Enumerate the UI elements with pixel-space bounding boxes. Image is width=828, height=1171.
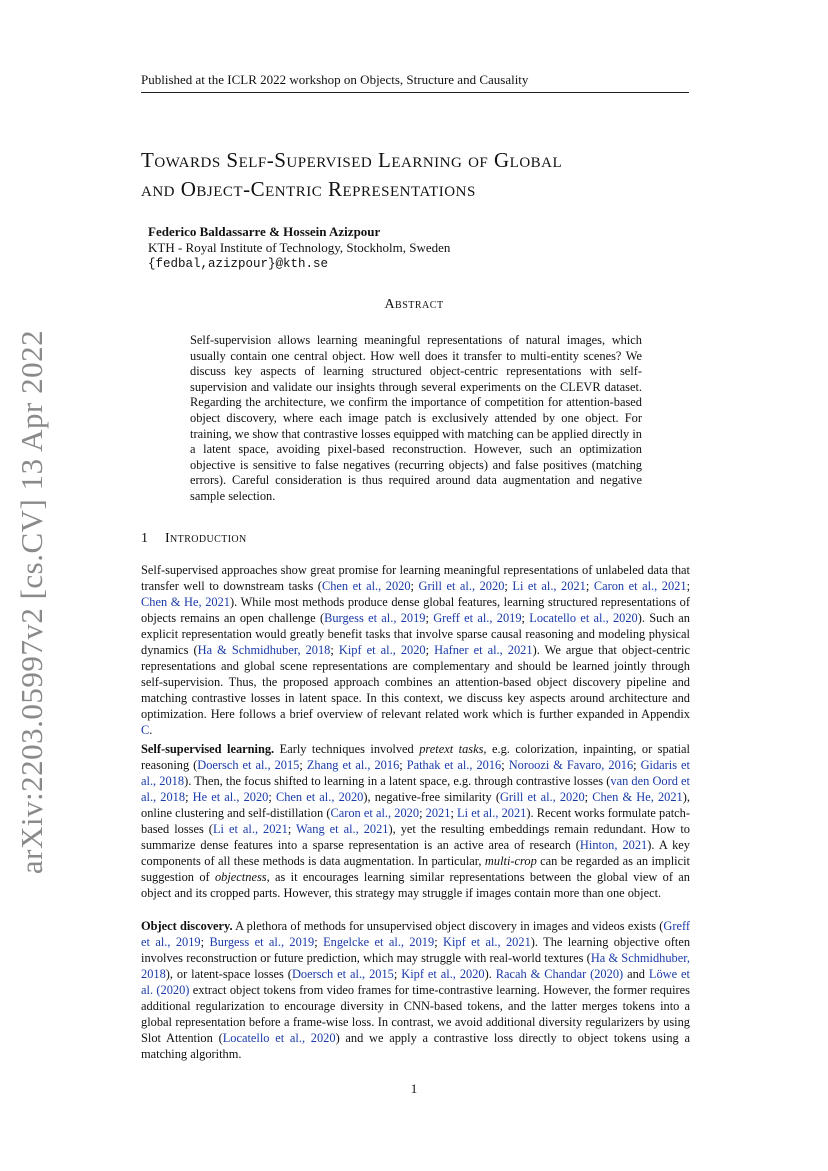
text-span: ; (287, 822, 297, 836)
text-span: ; (633, 758, 641, 772)
text-span: A plethora of methods for unsupervised object discovery in images and videos exists ( (232, 919, 664, 933)
citation-link[interactable]: Doersch et al., 2015 (197, 758, 300, 772)
citation-link[interactable]: 2021 (425, 806, 451, 820)
citation-link[interactable]: Li et al., 2021 (212, 822, 288, 836)
paper-title (141, 146, 701, 204)
emphasis-text: pretext tasks (419, 742, 484, 756)
citation-link[interactable]: Burgess et al., 2019 (324, 611, 426, 625)
text-span: ; (393, 967, 402, 981)
text-span: ). Such an explicit representation would greatly benefit tasks that involve sparse causal reasoning and modeling physical dynamics ( (141, 611, 691, 657)
citation-link[interactable]: Ha & Schmidhuber, 2018 (141, 951, 690, 981)
citation-link[interactable]: Chen & He, 2021 (141, 595, 230, 609)
title-line-1: Towards Self-Supervised Learning of Global (141, 148, 563, 172)
citation-link[interactable]: Doersch et al., 2015 (291, 967, 394, 981)
conference-header: Published at the ICLR 2022 workshop on Objects, Structure and Causality (141, 72, 689, 93)
text-span: ; (504, 579, 513, 593)
text-span: and (623, 967, 649, 981)
text-span: ; (410, 579, 419, 593)
author-email[interactable]: {fedbal,azizpour}@kth.se (148, 257, 329, 271)
citation-link[interactable]: Li et al., 2021 (512, 579, 586, 593)
citation-link[interactable]: Greff et al., 2019 (141, 919, 690, 949)
author-block (148, 224, 450, 272)
citation-link[interactable]: Löwe et al. (2020) (141, 967, 690, 997)
citation-link[interactable]: Engelcke et al., 2019 (323, 935, 435, 949)
text-span: ; (434, 935, 444, 949)
citation-link[interactable]: He et al., 2020 (192, 790, 269, 804)
title-line-2: and Object-Centric Representations (141, 177, 476, 201)
citation-link[interactable]: Locatello et al., 2020 (222, 1031, 336, 1045)
text-span: ), online clustering and self-distillation ( (141, 790, 690, 820)
intro-paragraph-3 (141, 918, 690, 1062)
citation-link[interactable]: Burgess et al., 2019 (209, 935, 315, 949)
citation-link[interactable]: Gidaris et al., 2018 (141, 758, 690, 788)
text-span: ; (185, 790, 193, 804)
text-span: ; (425, 611, 434, 625)
text-span: extract object tokens from video frames for time-contrastive learning. However, the former requires additional regularization to encourage diversity in CNN-based tokens, and the latter merges tokens into a global representation before a frame-wise loss. In contrast, we avoid additional diversity regularizers by using Slot Attention ( (141, 983, 691, 1045)
abstract-text: Self-supervision allows learning meaningful representations of natural images, which usually contain one central object. How well does it transfer to multi-entity scenes? We discuss key aspects of learning structured object-centric representations with self-supervision and validate our insights through several experiments on the CLEVR dataset. Regarding the architecture, we confirm the importance of competition for attention-based object discovery, where each image patch is exclusively attended by one object. For training, we show that contrastive losses equipped with matching can be applied directly in a latent space, avoiding pixel-based reconstruction. However, such an optimization objective is sensitive to false negatives (recurring objects) and false positives (matching errors). Careful consideration is thus required around data augmentation and negative sample selection. (190, 333, 642, 503)
section-heading-introduction (141, 531, 247, 547)
citation-link[interactable]: Chen et al., 2020 (275, 790, 364, 804)
citation-link[interactable]: Noroozi & Favaro, 2016 (508, 758, 634, 772)
text-span: ; (419, 806, 426, 820)
author-names: Federico Baldassarre & Hossein Azizpour (148, 224, 381, 239)
citation-link[interactable]: Locatello et al., 2020 (529, 611, 638, 625)
citation-link[interactable]: Grill et al., 2020 (499, 790, 585, 804)
citation-link[interactable]: Hinton, 2021 (579, 838, 648, 852)
text-span: ; (200, 935, 210, 949)
text-span: ), or latent-space losses ( (165, 967, 292, 981)
citation-link[interactable]: Kipf et al., 2021 (443, 935, 531, 949)
citation-link[interactable]: Chen & He, 2021 (592, 790, 683, 804)
text-span: ; (686, 579, 691, 593)
emphasis-text: objectness (214, 870, 267, 884)
text-span: , as it encourages learning similar representations between the global view of an object and its cropped parts. However, this strategy may struggle if images contain more than one object. (141, 870, 690, 900)
abstract-heading: Abstract (384, 297, 444, 312)
text-span: , e.g. colorization, inpainting, or spatial reasoning ( (141, 742, 690, 772)
text-span: ), yet the resulting embeddings remain redundant. How to summarize dense features into a sparse representation is an active area of research ( (141, 822, 690, 852)
text-span: ; (399, 758, 407, 772)
text-span: ; (521, 611, 530, 625)
text-span: ; (330, 643, 339, 657)
citation-link[interactable]: Grill et al., 2020 (418, 579, 505, 593)
citation-link[interactable]: Zhang et al., 2016 (306, 758, 400, 772)
citation-link[interactable]: Wang et al., 2021 (296, 822, 389, 836)
text-span: ; (501, 758, 509, 772)
paragraph-heading: Self-supervised learning. (141, 742, 275, 756)
citation-link[interactable]: Caron et al., 2021 (593, 579, 687, 593)
text-span: ; (268, 790, 276, 804)
text-span: Self-supervised approaches show great promise for learning meaningful representations of unlabeled data that transfer well to downstream tasks ( (141, 563, 690, 593)
citation-link[interactable]: Chen et al., 2020 (321, 579, 411, 593)
text-span: ; (450, 806, 458, 820)
text-span: ; (314, 935, 324, 949)
text-span: ). The learning objective often involves reconstruction or future prediction, which may struggle with real-world textures ( (141, 935, 691, 965)
author-affiliation: KTH - Royal Institute of Technology, Stockholm, Sweden (148, 240, 451, 255)
section-title: Introduction (165, 531, 247, 546)
text-span: ; (299, 758, 307, 772)
paragraph-heading: Object discovery. (141, 919, 233, 933)
arxiv-identifier[interactable]: arXiv:2203.05997v2 [cs.CV] 13 Apr 2022 (14, 329, 49, 875)
text-span: ). (484, 967, 496, 981)
text-span: ). We argue that object-centric representations and global scene representations are complementary and should be learned jointly through self-supervision. Thus, the proposed approach combines an attention-based object discovery pipeline and matching contrastive losses in latent space. In this context, we discuss key aspects around architecture and optimization. Here follows a brief overview of relevant related work which is further expanded in Appendix (141, 643, 690, 721)
intro-paragraph-2 (141, 741, 690, 901)
citation-link[interactable]: van den Oord et al., 2018 (141, 774, 690, 804)
text-span: ). Recent works formulate patch-based losses ( (141, 806, 690, 836)
citation-link[interactable]: Ha & Schmidhuber, 2018 (197, 643, 331, 657)
arxiv-sidebar (14, 329, 50, 875)
emphasis-text: multi-crop (484, 854, 537, 868)
intro-paragraph-1 (141, 562, 690, 738)
text-span: ; (584, 790, 593, 804)
text-span: . (149, 723, 153, 737)
appendix-link[interactable]: C (141, 723, 150, 737)
citation-link[interactable]: Kipf et al., 2020 (338, 643, 426, 657)
citation-link[interactable]: Hafner et al., 2021 (434, 643, 533, 657)
citation-link[interactable]: Li et al., 2021 (457, 806, 527, 820)
text-span: ; (585, 579, 594, 593)
citation-link[interactable]: Kipf et al., 2020 (401, 967, 485, 981)
text-span: can be regarded as an implicit suggestion of (141, 854, 691, 884)
text-span: Early techniques involved (274, 742, 420, 756)
citation-link[interactable]: Pathak et al., 2016 (406, 758, 502, 772)
citation-link[interactable]: Caron et al., 2020 (330, 806, 420, 820)
text-span: ), negative-free similarity ( (363, 790, 500, 804)
section-number: 1 (141, 531, 149, 546)
citation-link[interactable]: Racah & Chandar (2020) (495, 967, 624, 981)
text-span: ) and we apply a contrastive loss directly to object tokens using a matching algorithm. (141, 1031, 690, 1061)
text-span: ). A key components of all these methods is data augmentation. In particular, (141, 838, 690, 868)
text-span: ). While most methods produce dense global features, learning structured representations of objects remains an open challenge ( (141, 595, 691, 625)
page-number: 1 (410, 1081, 418, 1096)
text-span: ). Then, the focus shifted to learning in a latent space, e.g. through contrastive losses ( (184, 774, 611, 788)
text-span: ; (425, 643, 435, 657)
citation-link[interactable]: Greff et al., 2019 (433, 611, 522, 625)
